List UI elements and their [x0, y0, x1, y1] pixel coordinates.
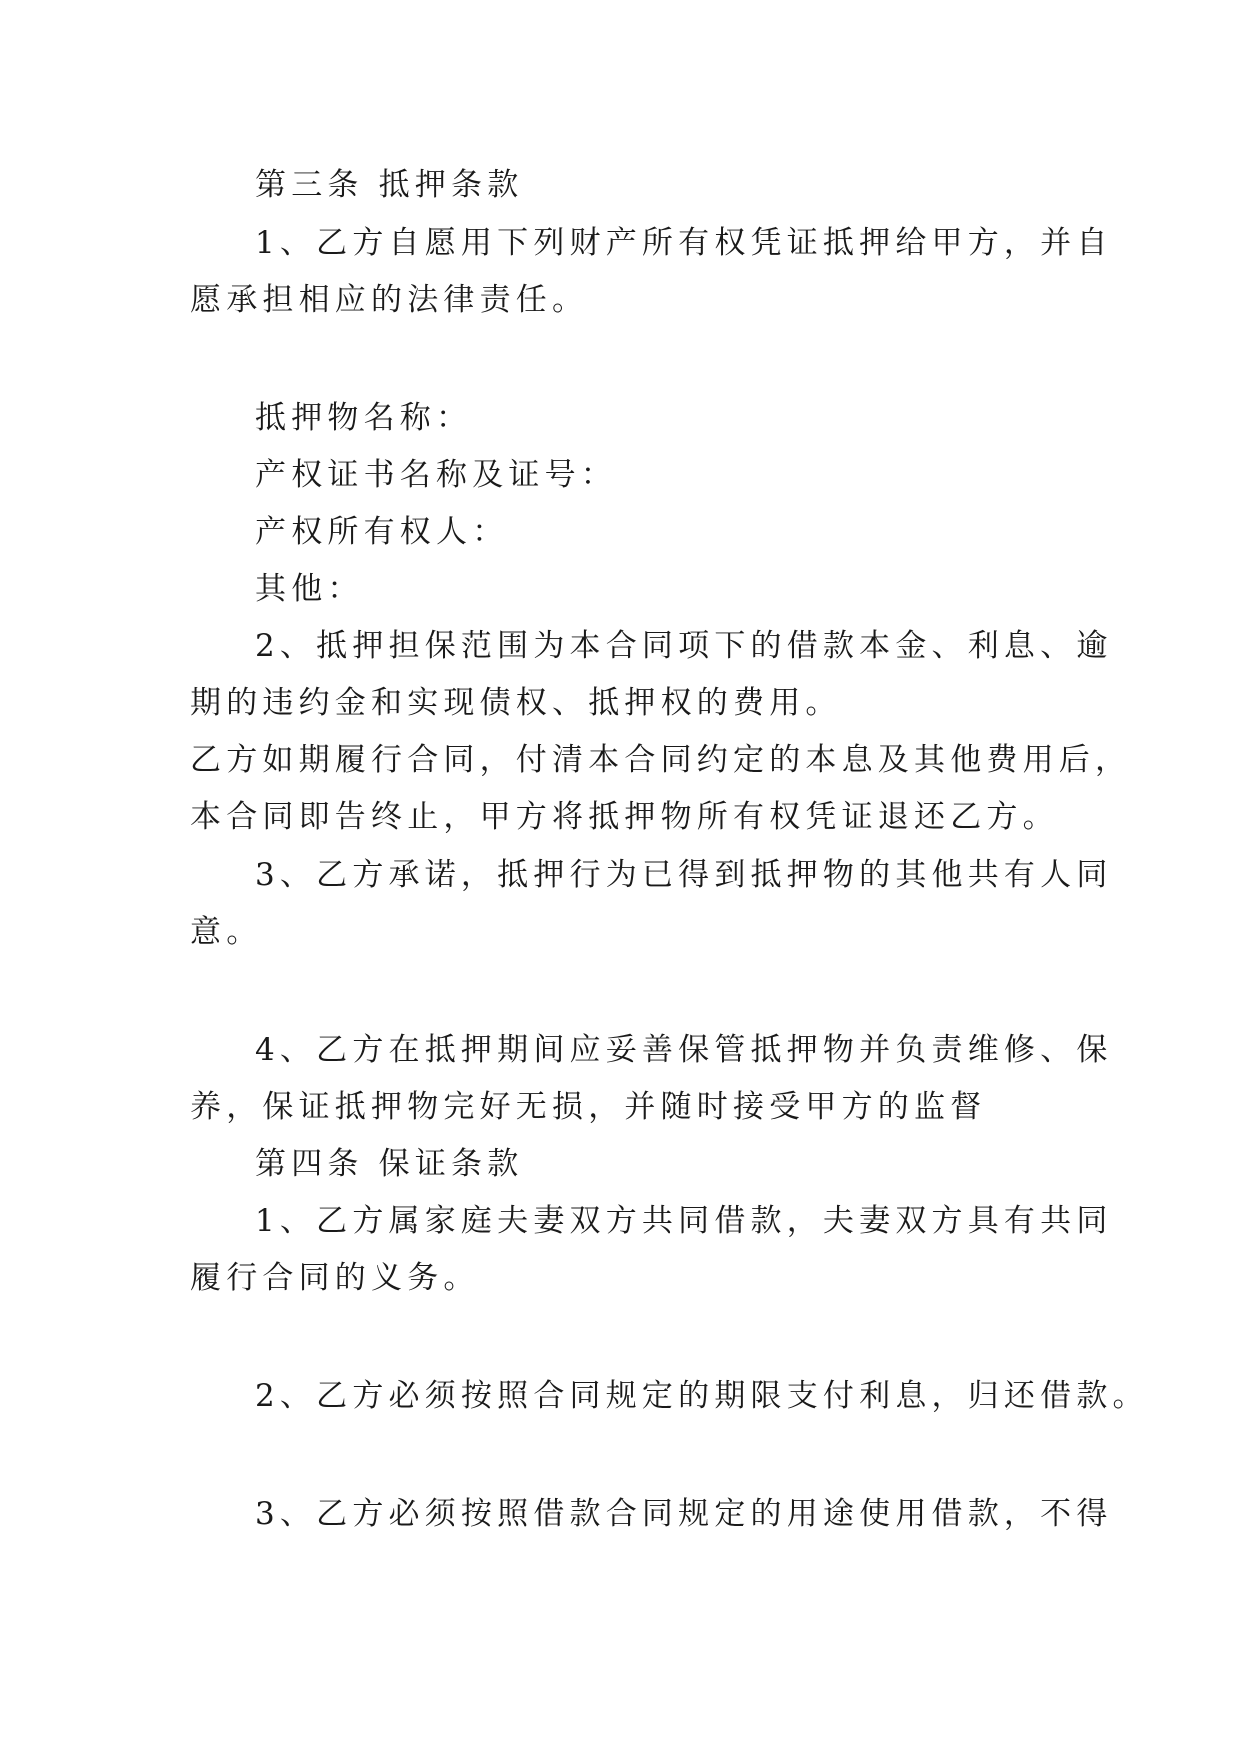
certificate-name-field: 产权证书名称及证号：	[255, 457, 617, 493]
paragraph-line: 期的违约金和实现债权、抵押权的费用。	[190, 685, 842, 721]
paragraph-line: 乙方如期履行合同，付清本合同约定的本息及其他费用后，	[190, 742, 1132, 778]
other-field: 其他：	[255, 571, 364, 607]
property-owner-field: 产权所有权人：	[255, 514, 509, 550]
paragraph-line: 履行合同的义务。	[190, 1260, 480, 1296]
paragraph-line: 1、乙方属家庭夫妻双方共同借款，夫妻双方具有共同	[255, 1203, 1113, 1239]
paragraph-line: 本合同即告终止，甲方将抵押物所有权凭证退还乙方。	[190, 799, 1059, 835]
paragraph-line: 3、乙方承诺，抵押行为已得到抵押物的其他共有人同	[255, 857, 1113, 893]
article-3-heading: 第三条 抵押条款	[255, 167, 524, 203]
paragraph-line: 愿承担相应的法律责任。	[190, 282, 589, 318]
paragraph-line: 1、乙方自愿用下列财产所有权凭证抵押给甲方，并自	[255, 225, 1113, 261]
paragraph-line: 意。	[190, 914, 263, 950]
paragraph-line: 养，保证抵押物完好无损，并随时接受甲方的监督	[190, 1089, 987, 1125]
collateral-name-field: 抵押物名称：	[255, 400, 473, 436]
paragraph-line: 2、乙方必须按照合同规定的期限支付利息，归还借款。	[255, 1378, 1149, 1414]
paragraph-line: 4、乙方在抵押期间应妥善保管抵押物并负责维修、保	[255, 1032, 1113, 1068]
paragraph-line: 2、抵押担保范围为本合同项下的借款本金、利息、逾	[255, 628, 1113, 664]
paragraph-line: 3、乙方必须按照借款合同规定的用途使用借款，不得	[255, 1496, 1113, 1532]
article-4-heading: 第四条 保证条款	[255, 1146, 524, 1182]
